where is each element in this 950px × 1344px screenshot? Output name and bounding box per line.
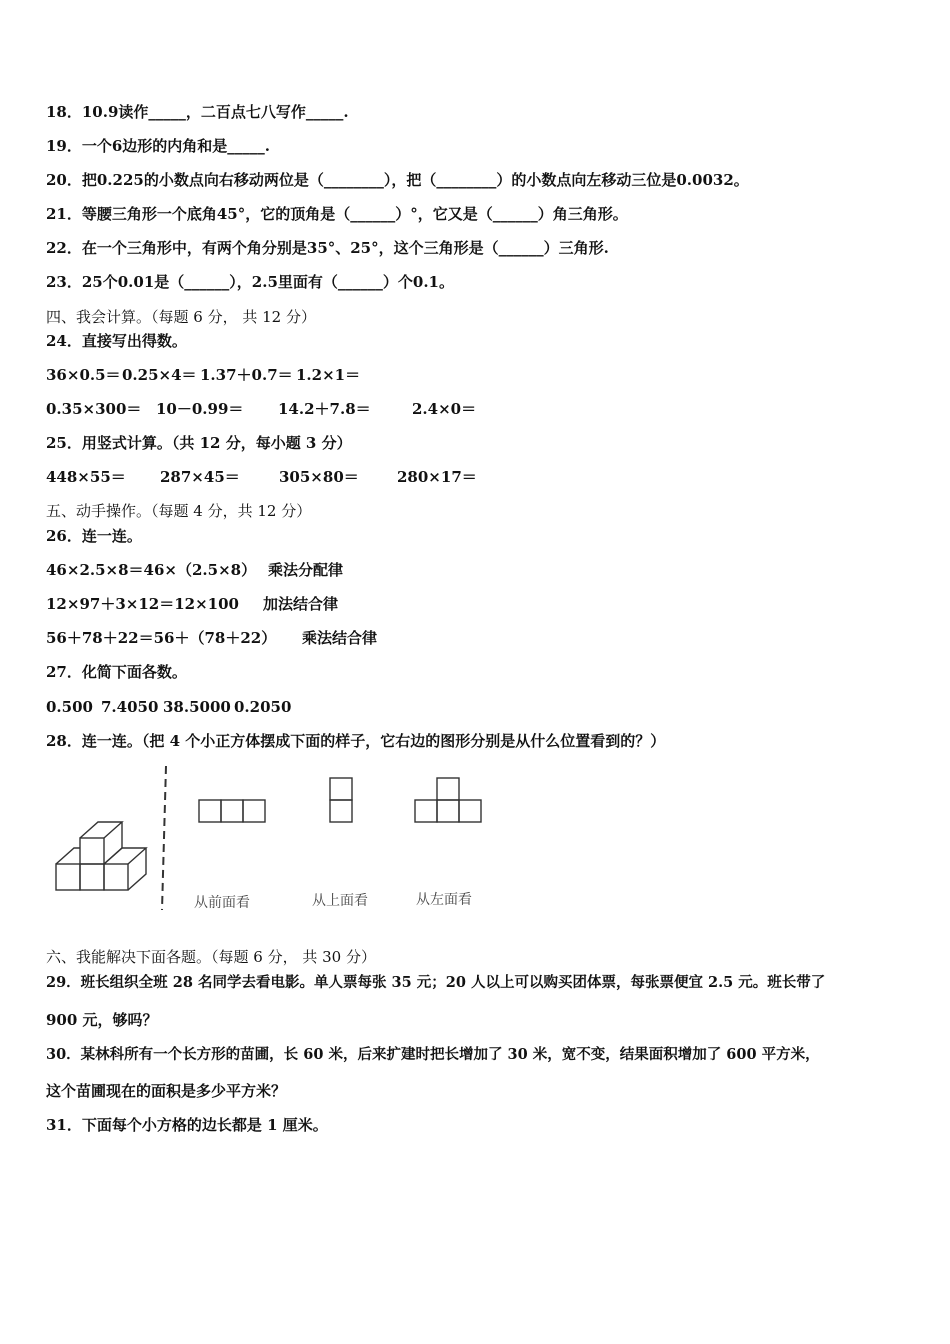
decimal-item: 0.500 <box>46 698 93 716</box>
question-27: 27．化简下面各数。 <box>46 663 187 681</box>
expression-left: 56＋78＋22＝56＋（78＋22） <box>46 629 277 647</box>
question-21: 21．等腰三角形一个底角45°，它的顶角是（______）°，它又是（______）角三角形。 <box>46 205 628 223</box>
left-view-label: 从左面看 <box>416 892 472 908</box>
question-30-line-1: 30．某林科所有一个长方形的苗圃，长 60 米，后来扩建时把长增加了 30 米，宽不变，结果面积增加了 600 平方米， <box>46 1046 820 1063</box>
front-view-shape <box>199 800 265 822</box>
calc-item: 10－0.99＝ <box>156 400 244 418</box>
question-26: 26．连一连。 <box>46 527 142 545</box>
question-30-line-2: 这个苗圃现在的面积是多少平方米？ <box>46 1082 287 1100</box>
calc-item: 1.37＋0.7＝ <box>200 366 293 384</box>
vertical-calc-item: 448×55＝ <box>46 468 126 486</box>
calc-item: 0.25×4＝ <box>122 366 197 384</box>
calc-item: 0.35×300＝ <box>46 400 142 418</box>
question-18: 18．10.9读作_____，二百点七八写作_____. <box>46 103 349 121</box>
question-20: 20．把0.225的小数点向右移动两位是（________），把（________）的小数点向左移动三位是0.0032。 <box>46 171 749 189</box>
top-view-label: 从上面看 <box>312 893 368 909</box>
vertical-calc-item: 280×17＝ <box>397 468 477 486</box>
section-5-title: 五、动手操作。（每题 4 分，共 12 分） <box>46 502 312 520</box>
cube-stack-drawing <box>56 822 146 890</box>
section-6-title: 六、我能解决下面各题。（每题 6 分， 共 30 分） <box>46 948 376 966</box>
top-view-shape <box>330 778 352 822</box>
left-view-shape <box>415 778 481 822</box>
question-23: 23．25个0.01是（______），2.5里面有（______）个0.1。 <box>46 273 454 291</box>
vertical-calc-item: 287×45＝ <box>160 468 240 486</box>
divider-dashed-line <box>162 766 166 910</box>
question-29-line-2: 900 元，够吗？ <box>46 1011 158 1029</box>
law-right: 乘法分配律 <box>268 561 344 579</box>
decimal-item: 38.5000 <box>163 698 231 716</box>
calc-item: 2.4×0＝ <box>412 400 477 418</box>
law-right: 乘法结合律 <box>302 629 378 647</box>
question-29-line-1: 29．班长组织全班 28 名同学去看电影。单人票每张 35 元；20 人以上可以购买团体票，每张票便宜 2.5 元。班长带了 <box>46 974 826 991</box>
calc-item: 1.2×1＝ <box>296 366 361 384</box>
expression-left: 12×97＋3×12＝12×100 <box>46 595 239 613</box>
calc-item: 14.2＋7.8＝ <box>278 400 371 418</box>
decimal-item: 7.4050 <box>101 698 159 716</box>
question-31: 31．下面每个小方格的边长都是 1 厘米。 <box>46 1116 328 1134</box>
vertical-calc-item: 305×80＝ <box>279 468 359 486</box>
question-25: 25．用竖式计算。（共 12 分，每小题 3 分） <box>46 434 352 452</box>
question-19: 19．一个6边形的内角和是_____. <box>46 137 271 155</box>
calc-item: 36×0.5＝ <box>46 366 121 384</box>
decimal-item: 0.2050 <box>234 698 292 716</box>
law-right: 加法结合律 <box>263 595 339 613</box>
question-22: 22．在一个三角形中，有两个角分别是35°、25°，这个三角形是（______）三角形. <box>46 239 609 257</box>
expression-left: 46×2.5×8＝46×（2.5×8） <box>46 561 257 579</box>
front-view-label: 从前面看 <box>194 895 250 911</box>
question-28: 28．连一连。（把 4 个小正方体摆成下面的样子，它右边的图形分别是从什么位置看到的？） <box>46 732 666 750</box>
question-24: 24．直接写出得数。 <box>46 332 187 350</box>
section-4-title: 四、我会计算。（每题 6 分， 共 12 分） <box>46 308 316 326</box>
